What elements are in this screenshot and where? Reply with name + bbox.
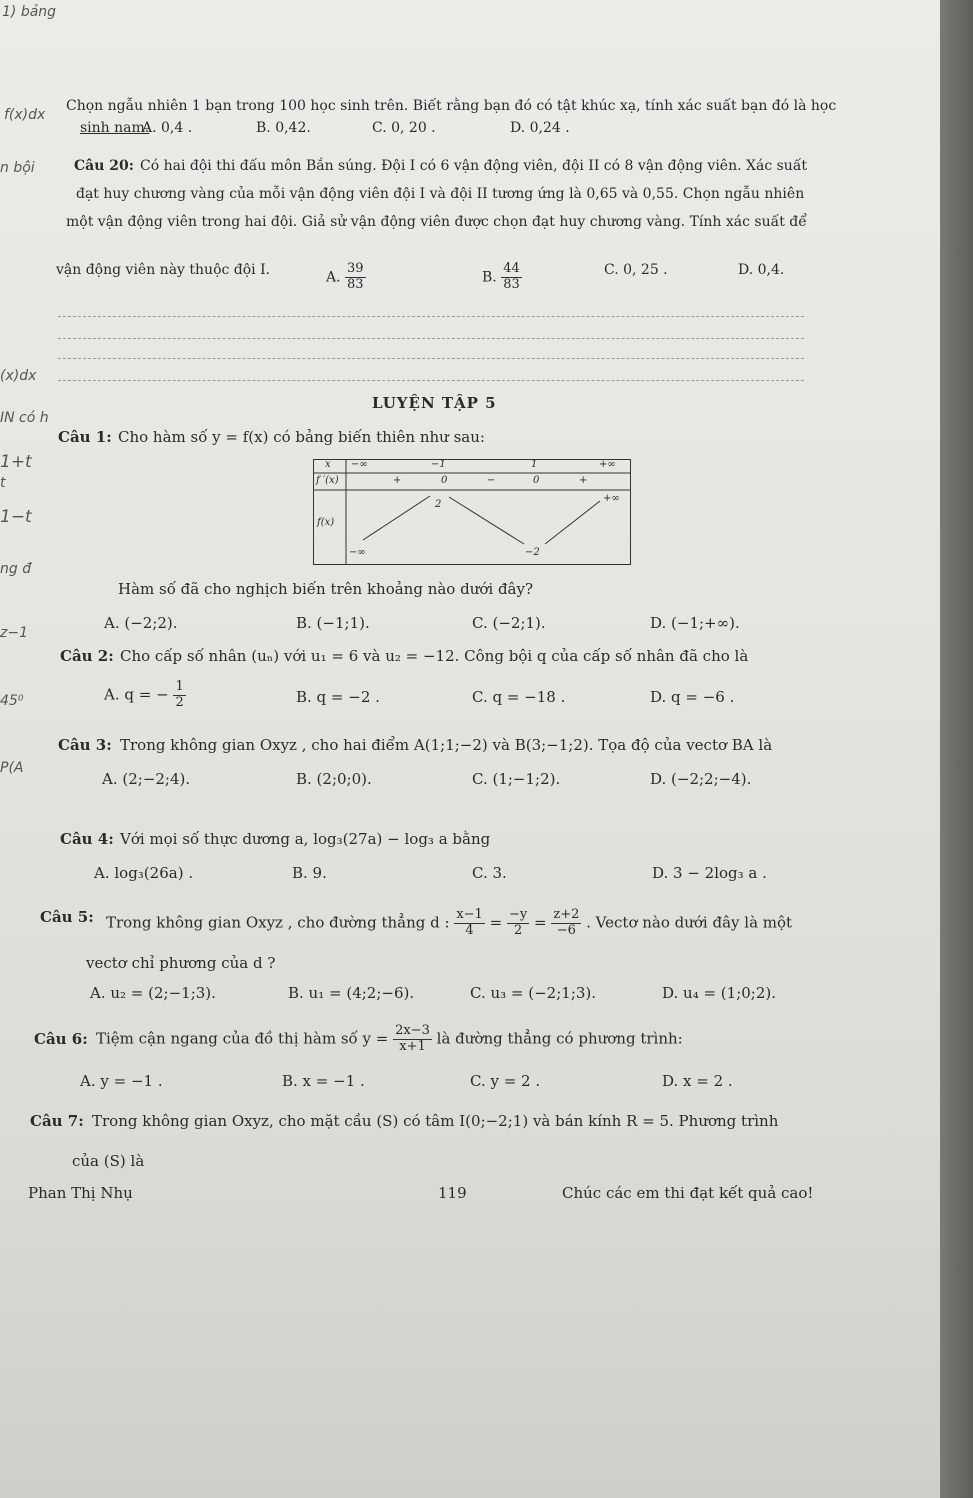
answer-line <box>58 338 804 339</box>
prev-option-d: D. 0,24 . <box>510 120 570 136</box>
increasing-arrow <box>545 501 600 544</box>
q3-option-a: A. (2;−2;4). <box>102 770 191 788</box>
q2-option-b: B. q = −2 . <box>296 688 380 706</box>
q20-line2: đạt huy chương vàng của mỗi vận động viên đội I và đội II tương ứng là 0,65 và 0,55. Chọn ngẫu nhiên <box>76 186 805 202</box>
vt-fprime-label: f ′(x) <box>316 475 339 486</box>
vt-fprime-sign: + <box>393 475 402 486</box>
q1-text: Cho hàm số y = f(x) có bảng biến thiên như sau: <box>118 428 485 446</box>
q20-option-b-label: B. <box>482 269 497 286</box>
margin-note: 1−t <box>0 507 32 527</box>
footer-author: Phan Thị Nhụ <box>28 1184 133 1202</box>
q6-option-b: B. x = −1 . <box>282 1072 365 1090</box>
q20-line3: một vận động viên trong hai đội. Giả sử vận động viên được chọn đạt huy chương vàng. Tính xác suất để <box>66 214 807 230</box>
q7-line2: của (S) là <box>72 1152 145 1170</box>
q4-option-a: A. log₃(26a) . <box>94 864 194 882</box>
fraction-denominator: 2 <box>513 922 523 938</box>
q7-line1: Trong không gian Oxyz, cho mặt cầu (S) có tâm I(0;−2;1) và bán kính R = 5. Phương trình <box>92 1112 779 1130</box>
q6-line1 <box>96 1024 683 1055</box>
margin-note: 45⁰ <box>0 693 24 709</box>
q5-line1: Trong không gian Oxyz , cho đường thẳng d : $\frac{x-1}{4}$ = $\frac{-y}{2}$ = $\frac{z+2}{-6}$ . Vectơ nào dưới đây là một <box>106 907 793 938</box>
q20-option-b-fraction <box>501 262 522 293</box>
vt-f-value: +∞ <box>603 493 620 504</box>
q4-option-d: D. 3 − 2log₃ a . <box>652 864 767 882</box>
margin-note: ng đ <box>0 561 32 577</box>
vt-fprime-sign: − <box>487 475 496 486</box>
q4-option-c: C. 3. <box>472 864 507 882</box>
vt-f-value: 2 <box>435 499 442 510</box>
margin-note: n bội <box>0 160 35 176</box>
q7-label: Câu 7: <box>30 1112 84 1130</box>
vt-x-value: −1 <box>431 459 446 470</box>
q20-option-a-fraction <box>345 262 366 293</box>
q4-option-b: B. 9. <box>292 864 327 882</box>
margin-note: t <box>0 475 6 491</box>
fraction-numerator: 1 <box>175 679 184 694</box>
q5-label: Câu 5: <box>40 908 94 926</box>
q20-option-c: C. 0, 25 . <box>604 262 668 278</box>
q4-text: Với mọi số thực dương a, log₃(27a) − log₃ a bằng <box>120 830 491 848</box>
prev-question-line2: sinh nam. <box>80 120 150 136</box>
q1-option-d: D. (−1;+∞). <box>650 614 740 632</box>
fraction-numerator: 44 <box>503 261 520 276</box>
q6-option-c: C. y = 2 . <box>470 1072 541 1090</box>
fraction-numerator: −y <box>508 907 528 922</box>
q6-fraction <box>393 1024 432 1055</box>
q2-label: Câu 2: <box>60 647 114 665</box>
margin-note: 1) bảng <box>2 4 57 20</box>
q2-option-c: C. q = −18 . <box>472 688 566 706</box>
answer-line <box>58 380 804 381</box>
q3-option-c: C. (1;−1;2). <box>472 770 561 788</box>
variation-table <box>313 459 631 565</box>
q5-fraction-y <box>507 908 529 939</box>
fraction-numerator: z+2 <box>553 907 580 922</box>
vt-x-value: −∞ <box>351 459 368 470</box>
q6-option-a: A. y = −1 . <box>80 1072 163 1090</box>
fraction-denominator: 83 <box>347 276 364 292</box>
q6-text-prefix: Tiệm cận ngang của đồ thị hàm số y = <box>96 1029 389 1048</box>
q20-option-d: D. 0,4. <box>738 262 785 278</box>
margin-note: IN có h <box>0 410 49 426</box>
q6-option-d: D. x = 2 . <box>662 1072 733 1090</box>
fraction-denominator: 83 <box>503 276 520 292</box>
vt-f-value: −∞ <box>349 547 366 558</box>
fraction-denominator: 4 <box>465 922 474 938</box>
margin-note: (x)dx <box>0 368 37 384</box>
q20-option-b <box>482 262 522 293</box>
increasing-arrow <box>363 496 430 540</box>
q5-fraction-z <box>551 908 581 939</box>
q20-line1: Có hai đội thi đấu môn Bắn súng. Đội I có 6 vận động viên, đội II có 8 vận động viên. Xác suất <box>140 158 808 174</box>
q3-label: Câu 3: <box>58 736 112 754</box>
vt-fprime-sign: 0 <box>441 475 448 486</box>
vt-x-label: x <box>325 459 331 470</box>
page-edge-shadow <box>940 0 973 1498</box>
q2-text: Cho cấp số nhân (uₙ) với u₁ = 6 và u₂ = −12. Công bội q của cấp số nhân đã cho là <box>120 647 749 665</box>
q5-text-prefix: Trong không gian Oxyz , cho đường thẳng d : <box>106 913 450 932</box>
q1-question: Hàm số đã cho nghịch biến trên khoảng nào dưới đây? <box>118 580 534 598</box>
vt-f-label: f(x) <box>317 517 335 528</box>
margin-note: P(A <box>0 760 24 776</box>
footer-wish: Chúc các em thi đạt kết quả cao! <box>562 1184 814 1202</box>
q20-option-a <box>326 262 366 293</box>
fraction-numerator: x−1 <box>456 907 483 922</box>
q20-line4: vận động viên này thuộc đội I. <box>56 262 271 278</box>
decreasing-arrow <box>449 497 524 544</box>
q6-text-suffix: là đường thẳng có phương trình: <box>436 1029 683 1048</box>
section-title: LUYỆN TẬP 5 <box>372 394 497 412</box>
q5-fraction-x <box>454 908 485 939</box>
q5-option-a: A. u₂ = (2;−1;3). <box>90 984 216 1002</box>
margin-note: z−1 <box>0 625 28 641</box>
vt-x-value: +∞ <box>599 459 616 470</box>
q2-option-d: D. q = −6 . <box>650 688 735 706</box>
q6-label: Câu 6: <box>34 1030 88 1048</box>
answer-line <box>58 358 804 359</box>
q5-text-suffix: . Vectơ nào dưới đây là một <box>586 913 793 932</box>
prev-question-line1: Chọn ngẫu nhiên 1 bạn trong 100 học sinh trên. Biết rằng bạn đó có tật khúc xạ, tính xác suất bạn đó là học <box>66 98 837 114</box>
fraction-denominator: x+1 <box>399 1038 426 1054</box>
fraction-numerator: 39 <box>347 261 364 276</box>
fraction-denominator: 2 <box>175 694 184 710</box>
vt-fprime-sign: + <box>579 475 588 486</box>
prev-option-a: A. 0,4 . <box>142 120 193 136</box>
fraction-numerator: 2x−3 <box>395 1023 430 1038</box>
margin-note: 1+t <box>0 452 32 472</box>
q2-option-a-label: A. q = − <box>104 685 169 704</box>
fraction-denominator: −6 <box>556 922 576 938</box>
q20-label: Câu 20: <box>74 158 134 174</box>
q5-option-b: B. u₁ = (4;2;−6). <box>288 984 415 1002</box>
q1-option-c: C. (−2;1). <box>472 614 546 632</box>
q1-option-a: A. (−2;2). <box>104 614 178 632</box>
prev-option-c: C. 0, 20 . <box>372 120 436 136</box>
q4-label: Câu 4: <box>60 830 114 848</box>
q5-line2: vectơ chỉ phương của d ? <box>86 954 276 972</box>
q5-option-c: C. u₃ = (−2;1;3). <box>470 984 597 1002</box>
prev-option-b: B. 0,42. <box>256 120 311 136</box>
q20-option-a-label: A. <box>326 269 341 286</box>
vt-fprime-sign: 0 <box>533 475 540 486</box>
q2-option-a <box>104 680 186 711</box>
q5-option-d: D. u₄ = (1;0;2). <box>662 984 777 1002</box>
footer-page-number: 119 <box>438 1184 467 1202</box>
margin-note: f(x)dx <box>4 107 46 123</box>
q2-option-a-fraction <box>173 680 185 711</box>
answer-line <box>58 316 804 317</box>
vt-f-value: −2 <box>525 547 540 558</box>
q3-option-b: B. (2;0;0). <box>296 770 372 788</box>
q1-option-b: B. (−1;1). <box>296 614 370 632</box>
q3-option-d: D. (−2;2;−4). <box>650 770 752 788</box>
q1-label: Câu 1: <box>58 428 112 446</box>
q3-text: Trong không gian Oxyz , cho hai điểm A(1;1;−2) và B(3;−1;2). Tọa độ của vectơ BA là <box>120 736 773 754</box>
vt-x-value: 1 <box>531 459 538 470</box>
